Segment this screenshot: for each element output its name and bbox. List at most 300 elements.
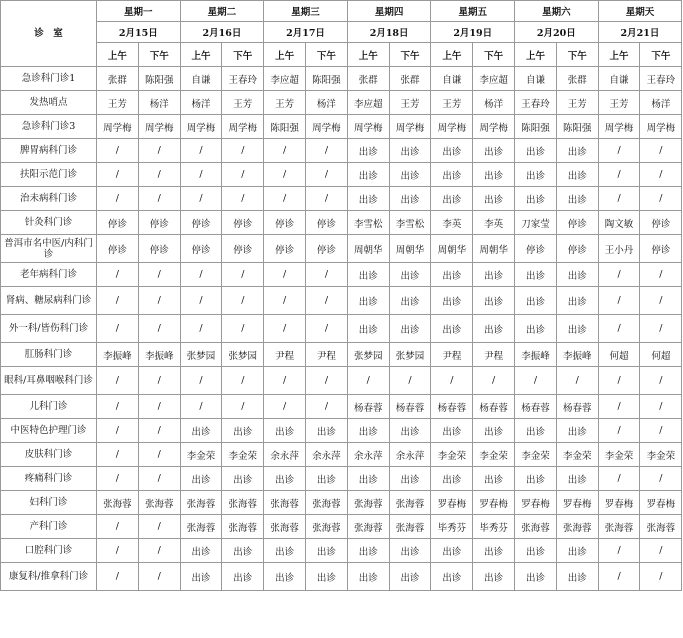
schedule-cell: 周学梅 [598, 115, 640, 139]
schedule-cell: 张海蓉 [306, 491, 348, 515]
schedule-cell: / [598, 187, 640, 211]
schedule-cell: 张海蓉 [389, 491, 431, 515]
schedule-cell: 杨春蓉 [515, 395, 557, 419]
schedule-cell: 出诊 [556, 539, 598, 563]
schedule-cell: 停诊 [97, 235, 139, 263]
schedule-cell: 自谦 [431, 67, 473, 91]
schedule-cell: / [138, 287, 180, 315]
schedule-row [1, 443, 682, 467]
schedule-cell: / [306, 139, 348, 163]
schedule-cell: 出诊 [473, 419, 515, 443]
schedule-cell: / [138, 563, 180, 591]
schedule-cell: / [97, 263, 139, 287]
date-header: 2月17日 [264, 22, 348, 43]
schedule-cell: 出诊 [347, 139, 389, 163]
schedule-cell: 张海蓉 [640, 515, 682, 539]
day-header: 星期六 [515, 1, 599, 22]
schedule-cell: 李金荣 [431, 443, 473, 467]
schedule-cell: / [640, 263, 682, 287]
schedule-cell: 周朝华 [473, 235, 515, 263]
schedule-cell: / [138, 467, 180, 491]
schedule-cell: 出诊 [431, 419, 473, 443]
schedule-cell: / [97, 163, 139, 187]
schedule-cell: 出诊 [431, 467, 473, 491]
schedule-cell: 出诊 [515, 187, 557, 211]
room-name: 疼痛科门诊 [1, 467, 97, 491]
schedule-cell: 王春玲 [222, 67, 264, 91]
morning-header: 上午 [515, 43, 557, 67]
date-header: 2月20日 [515, 22, 599, 43]
schedule-cell: 张海蓉 [347, 515, 389, 539]
room-name: 产科门诊 [1, 515, 97, 539]
schedule-cell: 杨洋 [473, 91, 515, 115]
schedule-cell: 李金荣 [598, 443, 640, 467]
date-header: 2月21日 [598, 22, 682, 43]
schedule-row [1, 139, 682, 163]
schedule-cell: 周朝华 [389, 235, 431, 263]
schedule-cell: 毕秀芬 [473, 515, 515, 539]
schedule-cell: 出诊 [431, 287, 473, 315]
schedule-cell: 罗春梅 [473, 491, 515, 515]
schedule-row [1, 115, 682, 139]
schedule-cell: / [640, 467, 682, 491]
schedule-row [1, 211, 682, 235]
schedule-cell: / [138, 539, 180, 563]
schedule-cell: / [222, 263, 264, 287]
schedule-cell: 李英 [473, 211, 515, 235]
room-name: 肾病、糖尿病科门诊 [1, 287, 97, 315]
schedule-cell: 出诊 [473, 563, 515, 591]
schedule-cell: 停诊 [264, 235, 306, 263]
schedule-cell: / [222, 163, 264, 187]
schedule-cell: 出诊 [389, 315, 431, 343]
schedule-cell: / [97, 563, 139, 591]
schedule-cell: 周学梅 [347, 115, 389, 139]
schedule-cell: 出诊 [389, 539, 431, 563]
schedule-cell: 陈阳强 [264, 115, 306, 139]
schedule-cell: / [515, 367, 557, 395]
schedule-row [1, 367, 682, 395]
schedule-cell: 出诊 [389, 563, 431, 591]
schedule-row [1, 163, 682, 187]
schedule-cell: 尹程 [473, 343, 515, 367]
room-name: 口腔科门诊 [1, 539, 97, 563]
schedule-cell: 王春玲 [640, 67, 682, 91]
schedule-cell: 出诊 [264, 563, 306, 591]
schedule-cell: 停诊 [556, 235, 598, 263]
schedule-cell: 张海蓉 [598, 515, 640, 539]
schedule-cell: 周学梅 [97, 115, 139, 139]
schedule-cell: / [138, 515, 180, 539]
schedule-cell: 出诊 [347, 315, 389, 343]
schedule-cell: 出诊 [473, 539, 515, 563]
schedule-row [1, 563, 682, 591]
schedule-cell: 杨洋 [306, 91, 348, 115]
room-name: 发热哨点 [1, 91, 97, 115]
schedule-cell: 停诊 [640, 211, 682, 235]
schedule-cell: / [640, 539, 682, 563]
schedule-cell: / [97, 443, 139, 467]
schedule-cell: / [264, 287, 306, 315]
morning-header: 上午 [347, 43, 389, 67]
schedule-cell: 出诊 [222, 467, 264, 491]
schedule-cell: / [180, 263, 222, 287]
schedule-cell: 张海蓉 [138, 491, 180, 515]
schedule-cell: 余永萍 [264, 443, 306, 467]
schedule-cell: / [138, 163, 180, 187]
schedule-cell: 刀家莹 [515, 211, 557, 235]
schedule-cell: 张海蓉 [222, 515, 264, 539]
schedule-cell: 出诊 [306, 563, 348, 591]
room-name: 针灸科门诊 [1, 211, 97, 235]
schedule-cell: / [598, 315, 640, 343]
schedule-cell: 李金荣 [640, 443, 682, 467]
room-name: 肛肠科门诊 [1, 343, 97, 367]
schedule-cell: 张梦园 [222, 343, 264, 367]
schedule-cell: 出诊 [264, 467, 306, 491]
schedule-cell: / [138, 443, 180, 467]
schedule-cell: 杨洋 [640, 91, 682, 115]
afternoon-header: 下午 [640, 43, 682, 67]
header-dates-row [1, 22, 682, 43]
schedule-cell: 自谦 [598, 67, 640, 91]
schedule-cell: 出诊 [515, 467, 557, 491]
morning-header: 上午 [598, 43, 640, 67]
room-name: 中医特色护理门诊 [1, 419, 97, 443]
schedule-cell: / [138, 139, 180, 163]
schedule-cell: / [556, 367, 598, 395]
room-name: 眼科/耳鼻咽喉科门诊 [1, 367, 97, 395]
schedule-cell: 李振峰 [138, 343, 180, 367]
schedule-cell: 张海蓉 [347, 491, 389, 515]
schedule-cell: / [640, 163, 682, 187]
schedule-cell: 出诊 [473, 139, 515, 163]
schedule-cell: 出诊 [389, 187, 431, 211]
schedule-row [1, 91, 682, 115]
schedule-cell: 出诊 [264, 419, 306, 443]
schedule-cell: / [97, 467, 139, 491]
schedule-cell: / [264, 315, 306, 343]
schedule-cell: 余永萍 [306, 443, 348, 467]
schedule-cell: 王芳 [431, 91, 473, 115]
schedule-cell: 张海蓉 [264, 515, 306, 539]
date-header: 2月18日 [347, 22, 431, 43]
schedule-cell: / [138, 419, 180, 443]
schedule-cell: / [264, 139, 306, 163]
schedule-cell: 张海蓉 [180, 515, 222, 539]
schedule-cell: 出诊 [347, 287, 389, 315]
morning-header: 上午 [180, 43, 222, 67]
schedule-cell: 停诊 [180, 235, 222, 263]
schedule-cell: 李金荣 [222, 443, 264, 467]
schedule-cell: 张梦园 [389, 343, 431, 367]
schedule-cell: 张群 [389, 67, 431, 91]
schedule-row [1, 395, 682, 419]
schedule-cell: 杨洋 [138, 91, 180, 115]
schedule-cell: 出诊 [347, 539, 389, 563]
schedule-cell: / [97, 539, 139, 563]
schedule-cell: 陈阳强 [556, 115, 598, 139]
schedule-cell: 出诊 [347, 419, 389, 443]
schedule-cell: 停诊 [264, 211, 306, 235]
schedule-cell: / [306, 315, 348, 343]
schedule-cell: 王芳 [264, 91, 306, 115]
schedule-cell: 出诊 [431, 187, 473, 211]
schedule-cell: 自谦 [180, 67, 222, 91]
schedule-cell: 罗春梅 [556, 491, 598, 515]
schedule-row [1, 419, 682, 443]
schedule-cell: 出诊 [556, 315, 598, 343]
schedule-cell: 出诊 [389, 139, 431, 163]
day-header: 星期三 [264, 1, 348, 22]
schedule-cell: / [264, 367, 306, 395]
schedule-cell: / [598, 395, 640, 419]
schedule-cell: 余永萍 [347, 443, 389, 467]
schedule-cell: / [306, 395, 348, 419]
schedule-cell: / [598, 139, 640, 163]
schedule-cell: / [138, 367, 180, 395]
schedule-cell: 出诊 [473, 315, 515, 343]
schedule-cell: 李振峰 [97, 343, 139, 367]
day-header: 星期一 [97, 1, 181, 22]
schedule-row [1, 67, 682, 91]
schedule-cell: 出诊 [306, 419, 348, 443]
room-name: 妇科门诊 [1, 491, 97, 515]
schedule-cell: 出诊 [515, 419, 557, 443]
schedule-cell: / [97, 287, 139, 315]
schedule-cell: 罗春梅 [598, 491, 640, 515]
schedule-cell: 停诊 [222, 211, 264, 235]
schedule-cell: 王小丹 [598, 235, 640, 263]
schedule-cell: / [640, 563, 682, 591]
schedule-cell: 周学梅 [389, 115, 431, 139]
schedule-cell: 尹程 [306, 343, 348, 367]
room-name: 普洱市名中医/内科门诊 [1, 235, 97, 263]
schedule-cell: 周学梅 [306, 115, 348, 139]
schedule-cell: 李英 [431, 211, 473, 235]
day-header: 星期天 [598, 1, 682, 22]
room-name: 治未病科门诊 [1, 187, 97, 211]
schedule-cell: 王芳 [556, 91, 598, 115]
schedule-cell: 出诊 [431, 539, 473, 563]
schedule-cell: 停诊 [222, 235, 264, 263]
morning-header: 上午 [431, 43, 473, 67]
schedule-cell: 陈阳强 [306, 67, 348, 91]
schedule-cell: / [180, 395, 222, 419]
schedule-cell: 出诊 [431, 163, 473, 187]
schedule-cell: 李雪松 [389, 211, 431, 235]
schedule-cell: 出诊 [473, 467, 515, 491]
schedule-cell: / [97, 139, 139, 163]
schedule-cell: 杨春蓉 [347, 395, 389, 419]
schedule-cell: / [138, 315, 180, 343]
date-header: 2月15日 [97, 22, 181, 43]
morning-header: 上午 [97, 43, 139, 67]
schedule-cell: 张群 [556, 67, 598, 91]
schedule-cell: / [598, 263, 640, 287]
schedule-cell: / [306, 263, 348, 287]
schedule-cell: / [180, 287, 222, 315]
schedule-cell: 周学梅 [431, 115, 473, 139]
schedule-cell: 停诊 [180, 211, 222, 235]
schedule-cell: / [473, 367, 515, 395]
schedule-cell: 停诊 [306, 211, 348, 235]
afternoon-header: 下午 [138, 43, 180, 67]
schedule-cell: / [138, 187, 180, 211]
schedule-row [1, 539, 682, 563]
schedule-cell: 罗春梅 [431, 491, 473, 515]
schedule-cell: 出诊 [347, 563, 389, 591]
schedule-cell: / [138, 395, 180, 419]
schedule-cell: 出诊 [347, 467, 389, 491]
schedule-cell: 王春玲 [515, 91, 557, 115]
afternoon-header: 下午 [389, 43, 431, 67]
schedule-cell: / [640, 187, 682, 211]
schedule-cell: 出诊 [389, 263, 431, 287]
schedule-cell: / [97, 187, 139, 211]
room-name: 皮肤科门诊 [1, 443, 97, 467]
schedule-cell: 周学梅 [473, 115, 515, 139]
schedule-cell: 尹程 [431, 343, 473, 367]
schedule-cell: 王芳 [222, 91, 264, 115]
schedule-row [1, 315, 682, 343]
schedule-cell: 出诊 [347, 187, 389, 211]
schedule-cell: 杨春蓉 [473, 395, 515, 419]
schedule-cell: / [222, 187, 264, 211]
schedule-cell: 王芳 [598, 91, 640, 115]
schedule-cell: 出诊 [556, 163, 598, 187]
schedule-cell: 出诊 [515, 539, 557, 563]
schedule-cell: / [598, 367, 640, 395]
schedule-cell: 出诊 [431, 315, 473, 343]
schedule-cell: 出诊 [347, 163, 389, 187]
schedule-cell: 出诊 [556, 419, 598, 443]
schedule-cell: 李应超 [473, 67, 515, 91]
schedule-cell: 停诊 [138, 235, 180, 263]
schedule-cell: 出诊 [431, 139, 473, 163]
afternoon-header: 下午 [473, 43, 515, 67]
schedule-cell: / [598, 287, 640, 315]
schedule-cell: 陈阳强 [138, 67, 180, 91]
schedule-cell: 张海蓉 [222, 491, 264, 515]
schedule-cell: / [264, 395, 306, 419]
header-days-row [1, 1, 682, 22]
schedule-cell: 张群 [97, 67, 139, 91]
schedule-cell: / [180, 139, 222, 163]
schedule-cell: 出诊 [222, 539, 264, 563]
schedule-cell: 出诊 [389, 419, 431, 443]
schedule-cell: 杨春蓉 [389, 395, 431, 419]
schedule-cell: 杨洋 [180, 91, 222, 115]
schedule-cell: 张梦园 [347, 343, 389, 367]
schedule-cell: 出诊 [347, 263, 389, 287]
schedule-row [1, 491, 682, 515]
schedule-cell: 毕秀芬 [431, 515, 473, 539]
schedule-cell: 出诊 [473, 263, 515, 287]
schedule-cell: 出诊 [222, 419, 264, 443]
schedule-cell: / [97, 515, 139, 539]
schedule-cell: 周学梅 [222, 115, 264, 139]
schedule-cell: 出诊 [515, 563, 557, 591]
schedule-cell: 李振峰 [556, 343, 598, 367]
schedule-cell: 张海蓉 [97, 491, 139, 515]
schedule-cell: / [598, 563, 640, 591]
room-name: 急诊科门诊1 [1, 67, 97, 91]
schedule-cell: / [640, 367, 682, 395]
date-header: 2月16日 [180, 22, 264, 43]
schedule-cell: 何超 [640, 343, 682, 367]
schedule-cell: / [264, 187, 306, 211]
schedule-cell: / [222, 395, 264, 419]
schedule-cell: 出诊 [180, 419, 222, 443]
room-name: 儿科门诊 [1, 395, 97, 419]
schedule-cell: 张群 [347, 67, 389, 91]
afternoon-header: 下午 [222, 43, 264, 67]
schedule-cell: 出诊 [556, 263, 598, 287]
schedule-cell: 李金荣 [473, 443, 515, 467]
room-name: 脾胃病科门诊 [1, 139, 97, 163]
schedule-cell: 张海蓉 [515, 515, 557, 539]
schedule-cell: 出诊 [389, 287, 431, 315]
room-name: 急诊科门诊3 [1, 115, 97, 139]
schedule-header [1, 1, 682, 67]
morning-header: 上午 [264, 43, 306, 67]
schedule-cell: / [222, 287, 264, 315]
schedule-cell: 张梦园 [180, 343, 222, 367]
schedule-row [1, 343, 682, 367]
room-column-header: 诊 室 [1, 1, 97, 67]
schedule-cell: 出诊 [515, 139, 557, 163]
schedule-cell: 何超 [598, 343, 640, 367]
schedule-cell: 李雪松 [347, 211, 389, 235]
schedule-row [1, 187, 682, 211]
schedule-cell: 罗春梅 [515, 491, 557, 515]
room-name: 扶阳示范门诊 [1, 163, 97, 187]
schedule-cell: 李应超 [347, 91, 389, 115]
schedule-cell: 余永萍 [389, 443, 431, 467]
schedule-cell: / [598, 419, 640, 443]
schedule-row [1, 235, 682, 263]
schedule-cell: 周学梅 [138, 115, 180, 139]
schedule-cell: / [180, 163, 222, 187]
schedule-row [1, 287, 682, 315]
schedule-cell: 杨春蓉 [431, 395, 473, 419]
schedule-cell: 出诊 [222, 563, 264, 591]
room-name: 康复科/推拿科门诊 [1, 563, 97, 591]
schedule-cell: 出诊 [264, 539, 306, 563]
schedule-cell: 出诊 [473, 187, 515, 211]
header-halves-row [1, 43, 682, 67]
schedule-cell: 李金荣 [180, 443, 222, 467]
schedule-cell: 罗春梅 [640, 491, 682, 515]
schedule-row [1, 263, 682, 287]
schedule-row [1, 467, 682, 491]
schedule-cell: 周学梅 [180, 115, 222, 139]
schedule-cell: 出诊 [556, 467, 598, 491]
schedule-cell: 出诊 [306, 539, 348, 563]
schedule-cell: / [264, 263, 306, 287]
schedule-cell: 周朝华 [431, 235, 473, 263]
schedule-cell: 出诊 [431, 263, 473, 287]
schedule-cell: 李振峰 [515, 343, 557, 367]
schedule-cell: 出诊 [556, 287, 598, 315]
schedule-cell: 出诊 [180, 467, 222, 491]
schedule-cell: 王芳 [97, 91, 139, 115]
schedule-cell: / [306, 287, 348, 315]
schedule-cell: / [598, 163, 640, 187]
schedule-cell: / [306, 367, 348, 395]
schedule-cell: / [97, 395, 139, 419]
